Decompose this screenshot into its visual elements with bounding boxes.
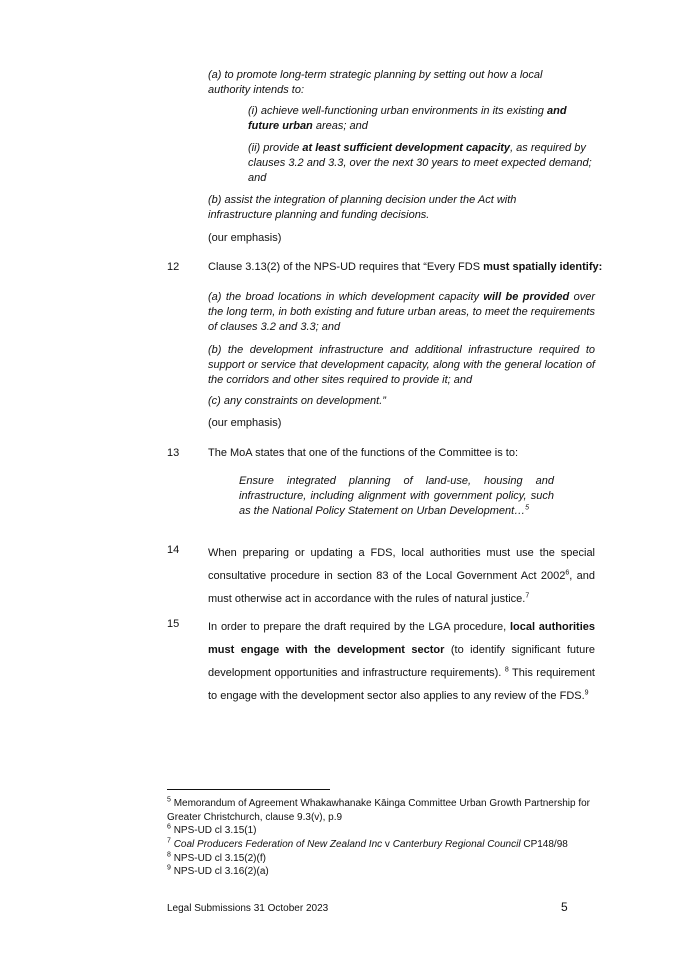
footnote: $^9$ NPS-UD cl 3.16(2)(a) (167, 864, 269, 877)
paragraph-number: 14 (167, 544, 180, 556)
footnote-separator (167, 789, 330, 790)
page-number: 5 (561, 900, 568, 914)
quote-a-sub-ii: (ii) provide at least sufficient development capacity, as required by clauses 3.2 and 3.3, over the next 30 years to meet expected demand; and (248, 142, 592, 184)
quote-b: (b) assist the integration of planning decision under the Act with infrastructure planning and funding decisions. (208, 194, 517, 221)
paragraph-number: 13 (167, 447, 180, 459)
quote-a-intro: (a) to promote long-term strategic planning by setting out how a local authority intends to: (208, 69, 543, 96)
emphasis-note: (our emphasis) (208, 417, 282, 429)
footnote: $^7$ Coal Producers Federation of New Zealand Inc v Canterbury Regional Council CP148/98 (167, 837, 568, 850)
footnote-ref[interactable]: 9 (584, 689, 589, 697)
paragraph-14-text: When preparing or updating a FDS, local authorities must use the special consultative procedure in section 83 of the Local Government Act 2002$^6$, and must otherwise act in accordance with the rules of natural justice.$^7$ (208, 547, 595, 605)
para13-quote: Ensure integrated planning of land-use, housing and infrastructure, including alignment with government policy, such as the National Policy Statement on Urban Development…$^5$ (239, 475, 554, 517)
footnote: $^8$ NPS-UD cl 3.15(2)(f) (167, 851, 266, 864)
paragraph-15-text: In order to prepare the draft required by the LGA procedure, local authorities must engage with the development sector (to identify significant future development opportunities and infrastructure requirements). $^8$ This requirement to engage with the development sector also applies to any review of the FDS.$^9$ (208, 621, 596, 702)
para12-quote-b: (b) the development infrastructure and additional infrastructure required to support or service that development capacity, along with the general location of the corridors and other sites required to provide it; and (208, 344, 595, 386)
footnote: $^6$ NPS-UD cl 3.15(1) (167, 823, 257, 836)
footnote-ref[interactable]: 6 (565, 569, 570, 577)
footnote-ref[interactable]: 8 (504, 666, 509, 674)
paragraph-number: 12 (167, 261, 180, 273)
para12-quote-c: (c) any constraints on development.” (208, 395, 386, 407)
paragraph-13-text: The MoA states that one of the functions of the Committee is to: (208, 447, 518, 459)
paragraph-12-text: Clause 3.13(2) of the NPS-UD requires that “Every FDS must spatially identify: (208, 261, 603, 273)
footer-label: Legal Submissions 31 October 2023 (167, 903, 329, 914)
footnote-ref[interactable]: 5 (525, 504, 530, 512)
quote-a-sub-i: (i) achieve well-functioning urban environments in its existing and future urban areas; and (248, 105, 567, 132)
footnote-ref[interactable]: 7 (525, 592, 530, 600)
para12-quote-a: (a) the broad locations in which development capacity will be provided over the long term, in both existing and future urban areas, to meet the requirements of clauses 3.2 and 3.3; and (208, 291, 595, 333)
paragraph-number: 15 (167, 618, 180, 630)
emphasis-note: (our emphasis) (208, 232, 282, 244)
footnote: $^5$ Memorandum of Agreement Whakawhanake Kāinga Committee Urban Growth Partnership for Greater Christchurch, clause 9.3(v), p.9 (167, 796, 590, 823)
